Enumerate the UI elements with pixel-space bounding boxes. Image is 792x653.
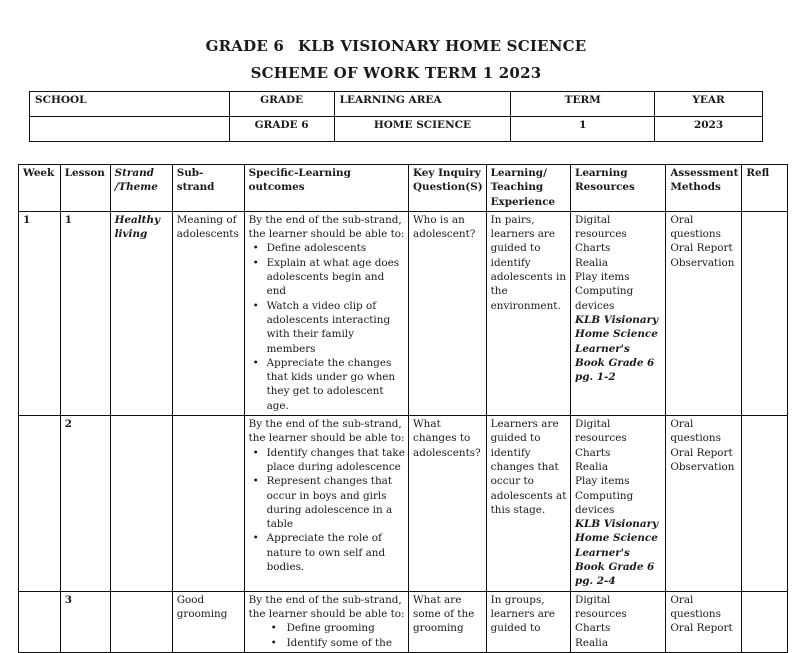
sub-strand-cell <box>172 416 244 592</box>
outcomes-list <box>249 621 405 650</box>
table-header-row <box>19 165 788 212</box>
inquiry-cell: What are some of the grooming <box>409 591 487 652</box>
assessment-item: Observation <box>670 460 735 473</box>
week-cell: 1 <box>19 211 61 415</box>
document-subtitle: SCHEME OF WORK TERM 1 2023 <box>250 64 542 82</box>
experience-cell: In groups, learners are guided to <box>486 591 570 652</box>
assessment-item: Oral Report <box>670 446 733 459</box>
book-reference: KLB Visionary Home Science Learner's Book Grade 6 pg. 2-4 <box>575 518 659 588</box>
resource-item: Digital resources <box>575 213 627 241</box>
outcome-item: • Identify changes that take place during adolescence <box>267 446 405 475</box>
reflection-cell <box>742 591 788 652</box>
assessment-cell <box>666 211 742 415</box>
resources-cell <box>571 416 666 592</box>
resource-item: Realia <box>575 636 609 649</box>
resource-item: Digital resources <box>575 418 627 445</box>
inquiry-cell: What changes to adolescents? <box>409 416 487 592</box>
inquiry-cell: Who is an adolescent? <box>409 211 487 415</box>
book-reference: KLB Visionary Home Science Learner's Book Grade 6 pg. 1-2 <box>575 313 659 384</box>
assessment-cell <box>666 591 742 652</box>
outcomes-cell <box>244 591 408 652</box>
strand-cell <box>110 591 172 652</box>
outcomes-intro: By the end of the sub-strand, the learner should be able to: <box>248 213 405 241</box>
school-value <box>30 117 230 142</box>
strand-cell <box>110 416 172 592</box>
assessment-item: Oral questions <box>670 593 721 620</box>
header-inquiry: Key Inquiry Question(S) <box>409 165 487 212</box>
lesson-cell: 1 <box>60 211 110 415</box>
resource-item: Digital resources <box>575 593 627 620</box>
resources-cell <box>571 591 666 652</box>
outcome-item: • Identify some of the <box>287 636 405 650</box>
resource-item: Play items <box>575 271 630 284</box>
resource-item: Charts <box>575 242 611 255</box>
outcome-item: • Watch a video clip of adolescents interacting with their family members <box>267 299 405 356</box>
reflection-cell <box>742 416 788 592</box>
resource-item: Charts <box>575 446 611 459</box>
year-value: 2023 <box>655 117 763 142</box>
sub-strand-cell: Good grooming <box>172 591 244 652</box>
title-book: KLB VISIONARY HOME SCIENCE <box>298 37 587 55</box>
outcome-item: • Appreciate the role of nature to own self and bodies. <box>267 531 405 574</box>
table-row <box>19 591 788 652</box>
reflection-cell <box>742 211 788 415</box>
scheme-of-work-table <box>18 164 788 653</box>
resource-item: Computing devices <box>575 489 634 516</box>
info-value-row <box>30 117 763 142</box>
table-row <box>19 211 788 415</box>
resource-item: Realia <box>575 460 609 473</box>
assessment-item: Observation <box>670 256 735 269</box>
assessment-cell <box>666 416 742 592</box>
header-experience: Learning/ Teaching Experience <box>486 165 570 212</box>
experience-cell: Learners are guided to identify changes that occur to adolescents at this stage. <box>486 416 570 592</box>
outcomes-intro: By the end of the sub-strand, the learner should be able to: <box>248 418 405 445</box>
grade-value: GRADE 6 <box>229 117 334 142</box>
header-outcomes: Specific-Learning outcomes <box>244 165 408 212</box>
outcomes-list <box>249 241 405 413</box>
experience-cell: In pairs, learners are guided to identify adolescents in the environment. <box>486 211 570 415</box>
resource-item: Play items <box>575 475 630 488</box>
school-label: SCHOOL <box>30 92 230 117</box>
resource-item: Charts <box>575 622 611 635</box>
document-title <box>0 37 792 55</box>
outcome-item: • Define adolescents <box>267 241 405 255</box>
year-label: YEAR <box>655 92 763 117</box>
assessment-item: Oral Report <box>670 622 733 635</box>
assessment-item: Oral questions <box>670 418 721 445</box>
term-label: TERM <box>511 92 655 117</box>
outcome-item: • Appreciate the changes that kids under go when they get to adolescent age. <box>267 356 405 413</box>
learning-area-value: HOME SCIENCE <box>334 117 511 142</box>
info-table <box>29 91 763 142</box>
outcome-item: • Define grooming <box>287 621 405 635</box>
outcomes-cell <box>244 416 408 592</box>
header-sub-strand: Sub-strand <box>172 165 244 212</box>
header-resources: Learning Resources <box>571 165 666 212</box>
header-week: Week <box>19 165 61 212</box>
learning-area-label: LEARNING AREA <box>334 92 511 117</box>
grade-label: GRADE <box>229 92 334 117</box>
outcomes-intro: By the end of the sub-strand, the learner should be able to: <box>248 593 405 620</box>
term-value: 1 <box>511 117 655 142</box>
week-cell <box>19 416 61 592</box>
week-cell <box>19 591 61 652</box>
header-lesson: Lesson <box>60 165 110 212</box>
outcomes-list <box>249 446 405 575</box>
info-header-row <box>30 92 763 117</box>
assessment-item: Oral questions <box>670 213 721 241</box>
title-grade: GRADE 6 <box>205 37 285 55</box>
assessment-item: Oral Report <box>670 242 733 255</box>
header-strand: Strand /Theme <box>110 165 172 212</box>
sub-strand-cell: Meaning of adolescents <box>172 211 244 415</box>
outcome-item: • Explain at what age does adolescents begin and end <box>267 256 405 299</box>
resources-cell <box>571 211 666 415</box>
resource-item: Computing devices <box>575 285 634 312</box>
strand-cell: Healthy living <box>110 211 172 415</box>
table-row <box>19 416 788 592</box>
lesson-cell: 3 <box>60 591 110 652</box>
lesson-cell: 2 <box>60 416 110 592</box>
table-body <box>19 211 788 652</box>
header-assessment: Assessment Methods <box>666 165 742 212</box>
resource-item: Realia <box>575 256 609 269</box>
outcomes-cell <box>244 211 408 415</box>
header-reflection: Refl <box>742 165 788 212</box>
outcome-item: • Represent changes that occur in boys and girls during adolescence in a table <box>267 474 405 531</box>
